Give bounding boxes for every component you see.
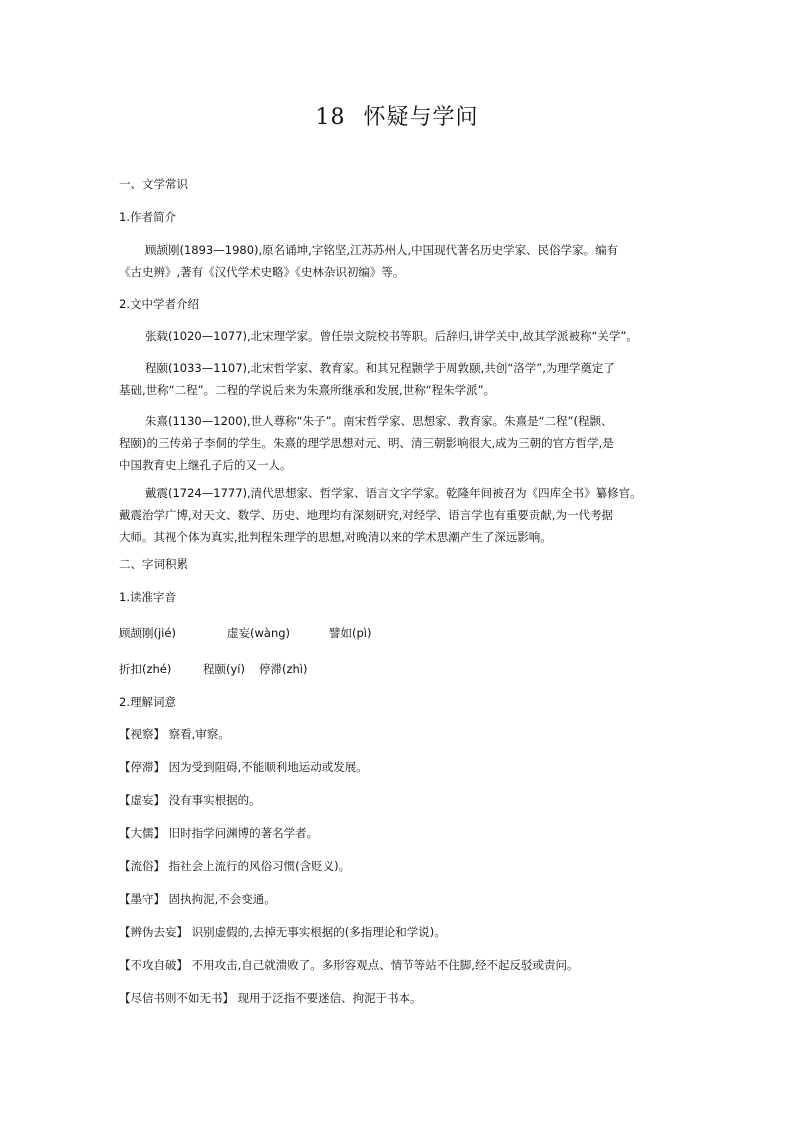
daizhen-paragraph — [119, 482, 699, 548]
zhuxi-line-2: 程颐)的三传弟子李侗的学生。朱熹的理学思想对元、明、清三朝影响很大,成为三朝的官方哲学,是 — [119, 436, 614, 450]
zhuxi-paragraph — [119, 410, 699, 476]
pronunciation-row-2 — [119, 658, 679, 680]
section2-heading: 二、字词积累 — [119, 557, 188, 571]
pron-item: 程颐(yí) — [203, 662, 245, 676]
zhangzai-line-1: 张载(1020—1077),北宋理学家。曾任崇文院校书等职。后辞归,讲学关中,故其学派被称“关学”。 — [145, 329, 638, 343]
pron-item: 譬如(pì) — [329, 626, 372, 640]
section1-sub1: 1.作者简介 — [119, 210, 176, 224]
daizhen-line-3: 大师。其视个体为真实,批判程朱理学的思想,对晚清以来的学术思潮产生了深远影响。 — [119, 530, 552, 544]
vocab-item: 【停滞】 因为受到阻碍,不能顺利地运动或发展。 — [119, 760, 368, 774]
pron-item: 折扣(zhé) — [119, 662, 172, 676]
chengyi-line-2: 基础,世称“二程”。二程的学说后来为朱熹所继承和发展,世称“程朱学派”。 — [119, 383, 496, 397]
chengyi-line-1: 程颐(1033—1107),北宋哲学家、教育家。和其兄程颢学于周敦颐,共创“洛学”,为理学奠定了 — [145, 361, 615, 375]
pron-item: 顾颉刚(jié) — [119, 626, 176, 640]
pron-item: 虚妄(wàng) — [227, 626, 291, 640]
author-line-1: 顾颉刚(1893—1980),原名诵坤,字铭坚,江苏苏州人,中国现代著名历史学家、民俗学家。编有 — [145, 243, 619, 257]
daizhen-line-1: 戴震(1724—1777),清代思想家、哲学家、语言文字学家。乾隆年间被召为《四库全书》纂修官。 — [145, 486, 642, 500]
pron-item: 停滞(zhì) — [259, 662, 308, 676]
chengyi-paragraph — [119, 357, 699, 401]
lesson-title: 怀疑与学问 — [363, 105, 479, 130]
lesson-number: 18 — [315, 105, 346, 130]
author-paragraph — [119, 239, 699, 283]
section2-sub1: 1.读准字音 — [119, 590, 176, 604]
section1-sub2: 2.文中学者介绍 — [119, 297, 199, 311]
zhuxi-line-1: 朱熹(1130—1200),世人尊称“朱子”。南宋哲学家、思想家、教育家。朱熹是“二程”(程颢、 — [145, 414, 613, 428]
vocab-item: 【不攻自破】 不用攻击,自己就溃败了。多形容观点、情节等站不住脚,经不起反驳或责问。 — [119, 958, 579, 972]
daizhen-line-2: 戴震治学广博,对天文、数学、历史、地理均有深刻研究,对经学、语言学也有重要贡献,为一代考据 — [119, 508, 613, 522]
author-line-2: 《古史辨》,著有《汉代学术史略》《史林杂识初编》等。 — [119, 265, 405, 279]
vocab-item: 【墨守】 固执拘泥,不会变通。 — [119, 892, 276, 906]
vocab-item: 【大儒】 旧时指学问渊博的著名学者。 — [119, 826, 319, 840]
vocab-item: 【尽信书则不如无书】 现用于泛指不要迷信、拘泥于书本。 — [119, 991, 422, 1005]
vocab-item: 【虚妄】 没有事实根据的。 — [119, 793, 261, 807]
section2-sub2: 2.理解词意 — [119, 695, 176, 709]
page-title — [0, 100, 794, 131]
zhuxi-line-3: 中国教育史上继孔子后的又一人。 — [119, 458, 292, 472]
pronunciation-row-1 — [119, 622, 679, 644]
vocab-item: 【流俗】 指社会上流行的风俗习惯(含贬义)。 — [119, 859, 351, 873]
vocab-item: 【视察】 察看,审察。 — [119, 727, 230, 741]
vocab-item: 【辨伪去妄】 识别虚假的,去掉无事实根据的(多指理论和学说)。 — [119, 925, 446, 939]
section1-heading: 一、文学常识 — [119, 177, 188, 191]
zhangzai-paragraph — [119, 325, 699, 347]
